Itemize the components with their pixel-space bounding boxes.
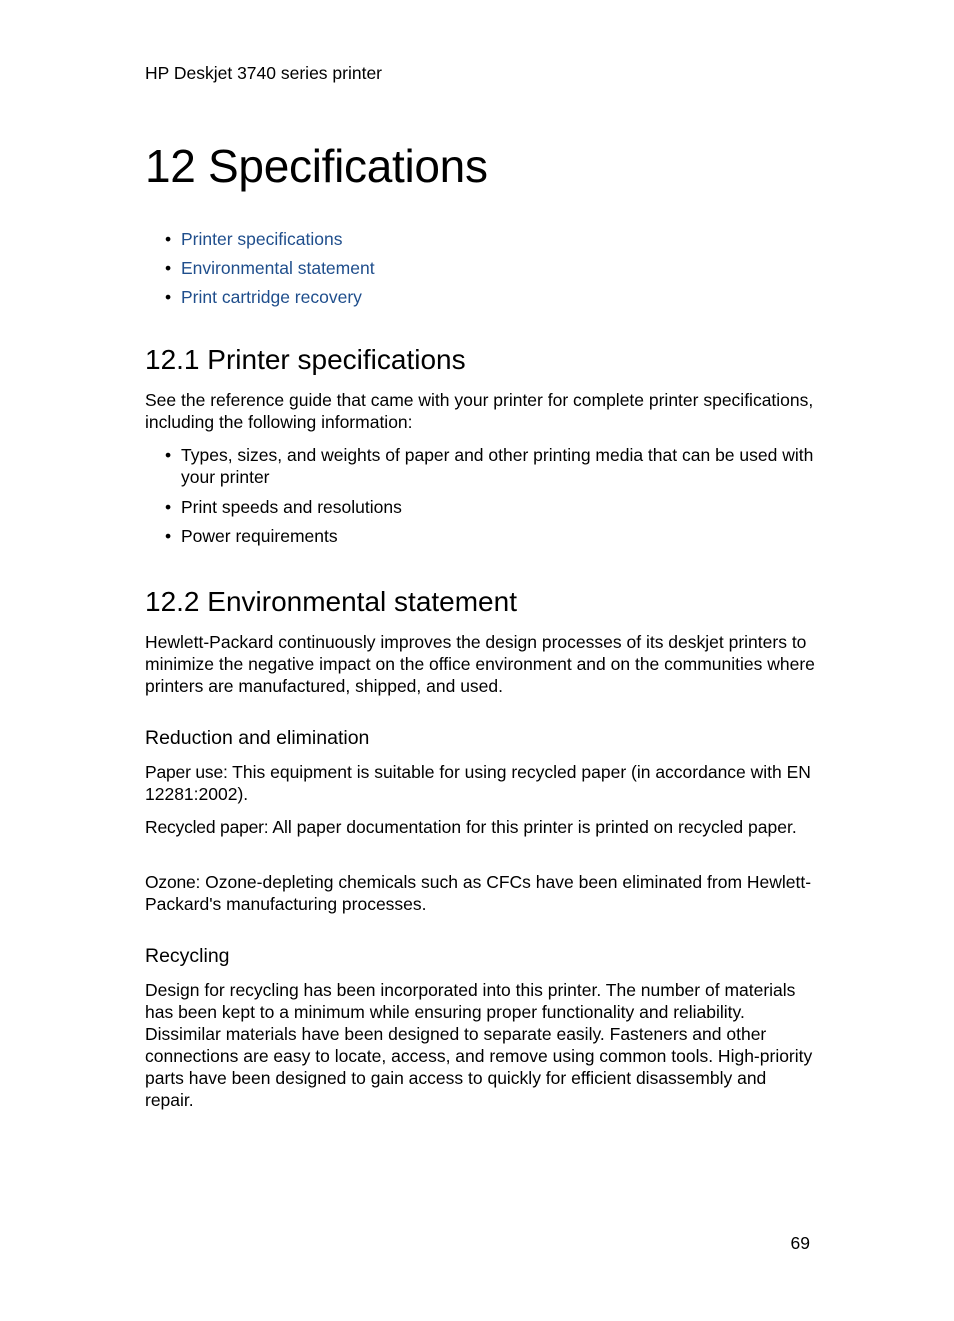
printer-specifications-intro: See the reference guide that came with your printer for complete printer specifications, including the following information: — [145, 390, 814, 432]
toc-item-print-cartridge-recovery — [145, 283, 375, 312]
recycling-paragraph: Design for recycling has been incorporated into this printer. The number of materials has been kept to a minimum while ensuring proper functionality and reliability. Dissimilar materials have been designed to separate easily. Fasteners and other connections are easy to locate, access, and remove using common tools. High-priority parts have been designed to gain access to quickly for efficient disassembly and repair. — [145, 980, 813, 1110]
toc-link-print-cartridge-recovery[interactable]: Print cartridge recovery — [181, 287, 362, 307]
bullet-icon: • — [165, 445, 172, 465]
list-item-text: Types, sizes, and weights of paper and other printing media that can be used with your printer — [181, 445, 814, 487]
list-item-text: Power requirements — [181, 526, 338, 546]
ozone-text: Ozone-depleting chemicals such as CFCs have been eliminated from Hewlett-Packard's manufacturing processes. — [145, 872, 812, 914]
list-item — [145, 496, 815, 525]
bullet-icon: • — [165, 497, 172, 517]
chapter-toc — [145, 225, 375, 312]
bullet-icon: • — [165, 287, 172, 307]
ozone-term: Ozone: — [145, 872, 201, 892]
running-header: HP Deskjet 3740 series printer — [145, 63, 383, 83]
toc-link-environmental-statement[interactable]: Environmental statement — [181, 258, 375, 278]
printer-specifications-list — [145, 444, 815, 547]
section-heading-printer-specifications: 12.1 Printer specifications — [145, 344, 466, 375]
recycled-paper-text: All paper documentation for this printer is printed on recycled paper. — [268, 817, 797, 837]
subheading-recycling: Recycling — [145, 945, 230, 967]
bullet-icon: • — [165, 229, 172, 249]
recycled-paper-term: Recycled paper: — [145, 817, 269, 837]
paper-use-paragraph — [145, 761, 815, 805]
paper-use-term: Paper use: — [145, 762, 228, 782]
paper-use-text: This equipment is suitable for using recycled paper (in accordance with EN 12281:2002). — [145, 762, 811, 804]
ozone-paragraph — [145, 871, 815, 915]
list-item-text: Print speeds and resolutions — [181, 497, 402, 517]
list-item — [145, 525, 815, 547]
page-number: 69 — [790, 1233, 810, 1253]
toc-item-environmental-statement — [145, 254, 375, 283]
bullet-icon: • — [165, 526, 172, 546]
bullet-icon: • — [165, 258, 172, 278]
subheading-reduction-and-elimination: Reduction and elimination — [145, 727, 370, 749]
recycled-paper-paragraph — [145, 816, 815, 838]
chapter-title: 12 Specifications — [145, 140, 488, 192]
list-item — [145, 444, 815, 496]
environmental-statement-intro: Hewlett-Packard continuously improves the design processes of its deskjet printers to minimize the negative impact on the office environment and on the communities where printers are manufactured, shipped, and used. — [145, 632, 815, 696]
toc-link-printer-specifications[interactable]: Printer specifications — [181, 229, 343, 249]
section-heading-environmental-statement: 12.2 Environmental statement — [145, 586, 517, 617]
toc-item-printer-specifications — [145, 225, 375, 254]
